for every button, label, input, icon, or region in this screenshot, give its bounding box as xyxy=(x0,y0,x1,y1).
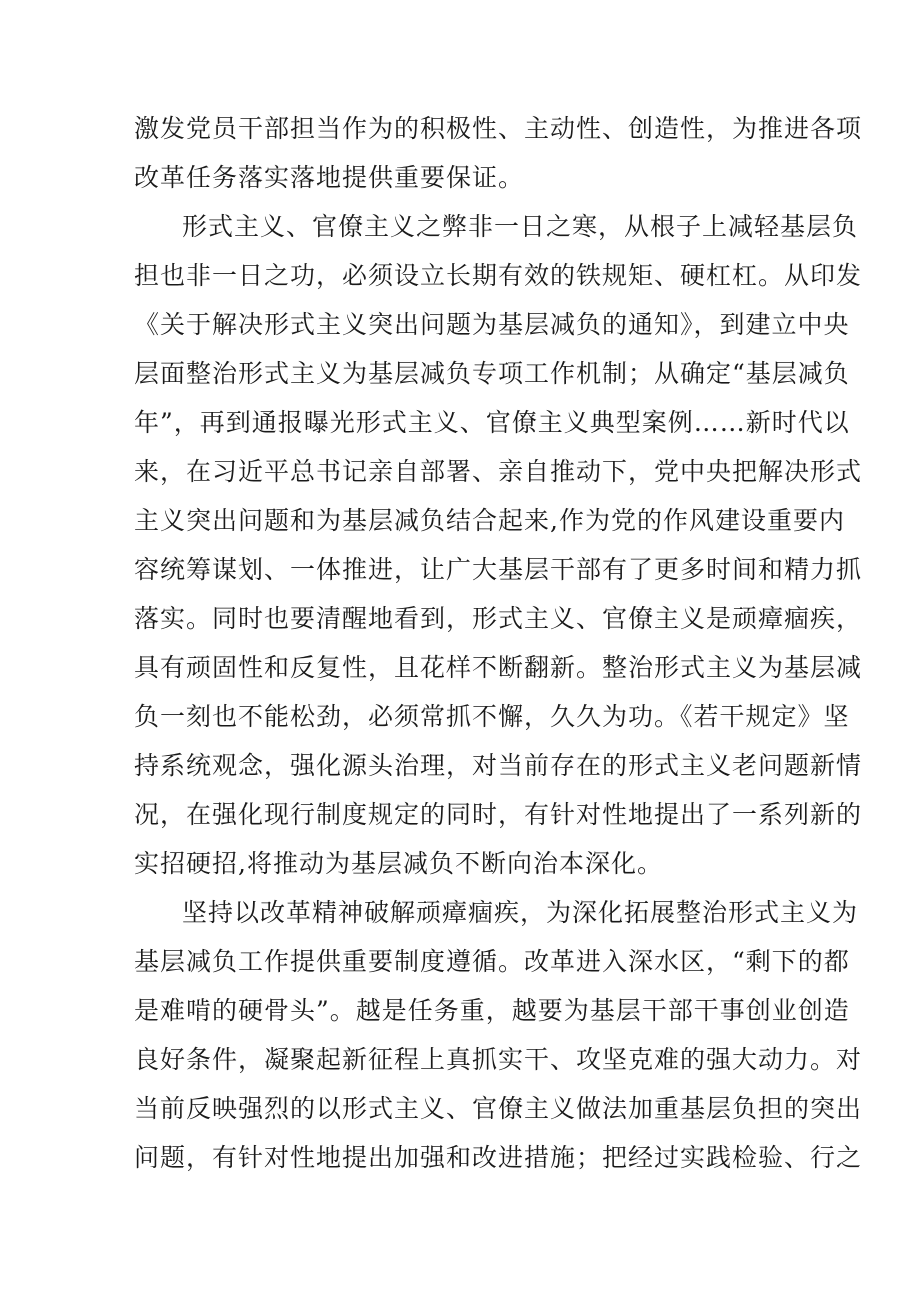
text-line: 负一刻也不能松劲，必须常抓不懈，久久为功。《若干规定》坚 xyxy=(134,702,850,731)
paragraph-first-line: 形式主义、官僚主义之弊非一日之寒，从根子上减轻基层负 xyxy=(182,212,859,241)
text-line: 激发党员干部担当作为的积极性、主动性、创造性，为推进各项 xyxy=(134,114,863,143)
text-line: 持系统观念，强化源头治理，对当前存在的形式主义老问题新情 xyxy=(134,751,863,780)
text-line: 《关于解决形式主义突出问题为基层减负的通知》，到建立中央 xyxy=(134,310,850,339)
text-line: 年”，再到通报曝光形式主义、官僚主义典型案例……新时代以 xyxy=(134,408,850,437)
text-line: 当前反映强烈的以形式主义、官僚主义做法加重基层负担的突出 xyxy=(134,1094,863,1123)
text-line: 是难啃的硬骨头”。越是任务重，越要为基层干部干事创业创造 xyxy=(134,996,850,1025)
text-line: 落实。同时也要清醒地看到，形式主义、官僚主义是顽瘴痼疾， xyxy=(134,604,863,633)
text-line: 容统筹谋划、一体推进，让广大基层干部有了更多时间和精力抓 xyxy=(134,555,863,584)
text-line: 实招硬招,将推动为基层减负不断向治本深化。 xyxy=(134,849,663,878)
paragraph-first-line: 坚持以改革精神破解顽瘴痼疾，为深化拓展整治形式主义为 xyxy=(182,898,859,927)
text-line: 问题，有针对性地提出加强和改进措施；把经过实践检验、行之 xyxy=(134,1143,863,1172)
text-line: 良好条件，凝聚起新征程上真抓实干、攻坚克难的强大动力。对 xyxy=(134,1045,863,1074)
text-line: 具有顽固性和反复性，且花样不断翻新。整治形式主义为基层减 xyxy=(134,653,863,682)
text-line: 层面整治形式主义为基层减负专项工作机制；从确定“基层减负 xyxy=(134,359,850,388)
text-line: 改革任务落实落地提供重要保证。 xyxy=(134,163,525,192)
text-line: 基层减负工作提供重要制度遵循。改革进入深水区，“剩下的都 xyxy=(134,947,850,976)
text-line: 主义突出问题和为基层减负结合起来,作为党的作风建设重要内 xyxy=(134,506,845,535)
text-line: 况，在强化现行制度规定的同时，有针对性地提出了一系列新的 xyxy=(134,800,863,829)
text-line: 担也非一日之功，必须设立长期有效的铁规矩、硬杠杠。从印发 xyxy=(134,261,863,290)
text-line: 来，在习近平总书记亲自部署、亲自推动下，党中央把解决形式 xyxy=(134,457,863,486)
